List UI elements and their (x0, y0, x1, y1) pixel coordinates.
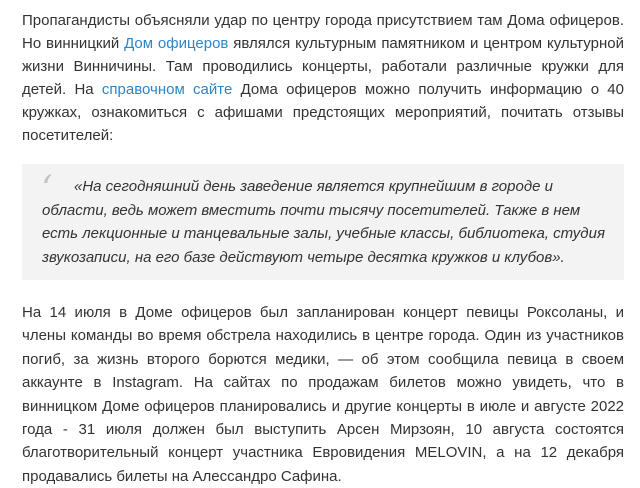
link-officers-house[interactable]: Дом офицеров (124, 35, 229, 52)
article-body (22, 0, 624, 488)
quote-text: «На сегодняшний день заведение является крупнейшим в городе и области, ведь может вместить почти тысячу посетителей. Также в нем есть лекционные и танцевальные залы, учебные классы, библиотека, студия звукозаписи, на его базе действуют четыре десятка кружков и клубов». (42, 178, 605, 266)
paragraph-intro-text-a: Пропагандисты объясняли удар по центру города присутствием там Дома офицеров. Но винницкий (22, 12, 624, 52)
paragraph-intro-text-c: Дома офицеров можно получить информацию о 40 кружках, ознакомиться с афишами предстоящих мероприятий, почитать отзывы посетителей: (22, 81, 624, 144)
paragraph-concert: На 14 июля в Доме офицеров был запланирован концерт певицы Роксоланы, и члены команды во время обстрела находились в центре города. Один из участников погиб, за жизнь второго борются медики, — об этом сообщила певица в своем аккаунте в Instagram. На сайтах по продажам билетов можно увидеть, что в винницком Доме офицеров планировались и другие концерты в июле и августе 2022 года - 31 июля должен был выступить Арсен Мирзоян, 10 августа состоятся благотворительный концерт участника Евровидения MELOVIN, а на 12 декабря продавались билеты на Алессандро Сафина. (22, 304, 624, 485)
quote-mark-icon: ‘ (41, 169, 53, 210)
paragraph-intro (22, 0, 624, 147)
link-reference-site[interactable]: справочном сайте (101, 81, 233, 98)
blockquote (22, 164, 624, 280)
paragraph-intro-text-b: являлся культурным памятником и центром культурной жизни Винничины. Там проводились концерты, работали различные кружки для детей. На (22, 35, 624, 98)
